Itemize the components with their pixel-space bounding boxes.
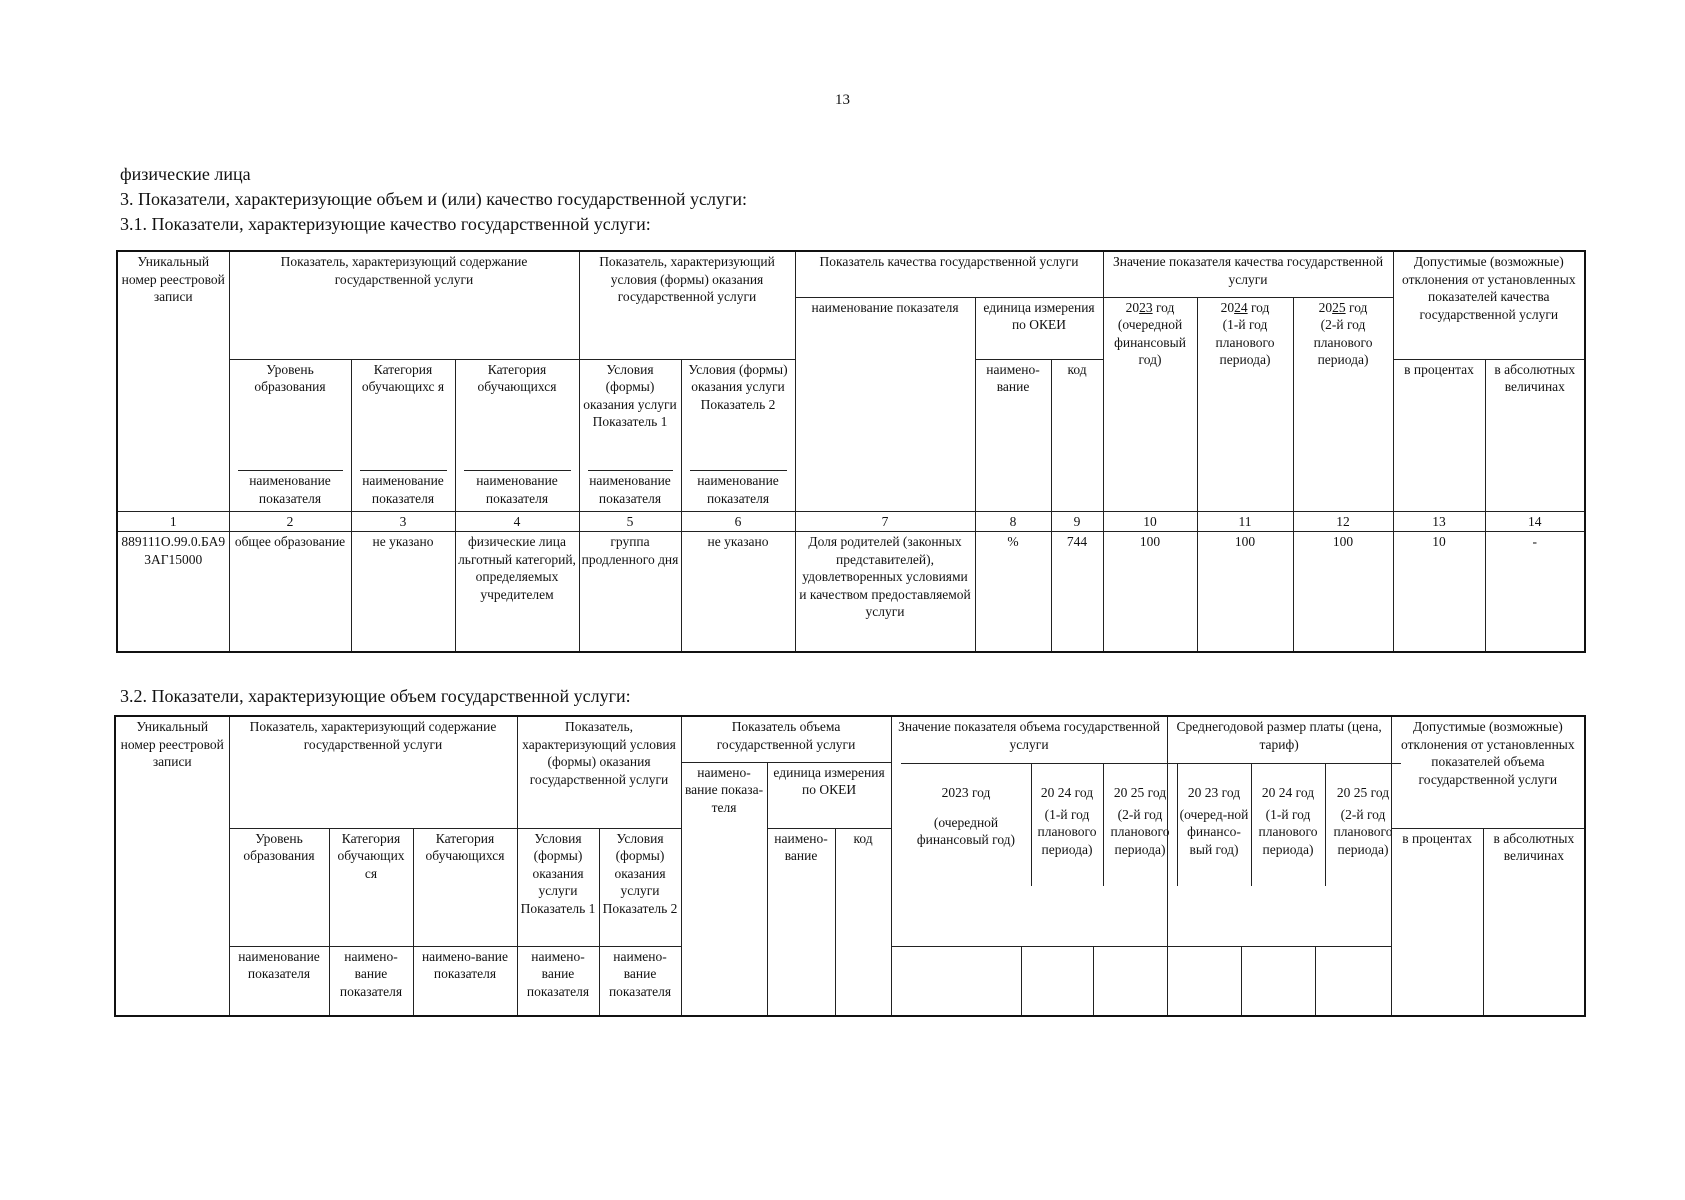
volume-year-2-label: 20 24 год	[1040, 785, 1094, 800]
column-number: 8	[975, 511, 1051, 532]
header-year-1	[1103, 297, 1197, 511]
volume-years-block	[901, 763, 1343, 885]
cell-value-year-1: 100	[1103, 532, 1197, 652]
subheader-indicator-name: наименование показателя	[351, 469, 455, 511]
year-note: (1-й год планового периода)	[1215, 317, 1275, 368]
volume-year-1	[901, 763, 1032, 886]
column-number: 4	[455, 511, 579, 532]
year-note: (очередной финансовый год)	[1114, 317, 1186, 368]
header-unit-name: наимено-вание	[767, 828, 835, 1016]
header-content-indicator: Показатель, характеризующий содержание государственной услуги	[229, 251, 579, 359]
year-number: 24	[1234, 299, 1248, 315]
header-deviation-absolute: в абсолютных величинах	[1483, 828, 1585, 1016]
header-volume-indicator: Показатель объема государственной услуги	[681, 716, 891, 762]
section-3-heading: 3. Показатели, характеризующие объем и (или) качество государственной услуги:	[120, 189, 747, 209]
header-conditions-indicator: Показатель, характеризующий условия (формы) оказания государственной услуги	[579, 251, 795, 359]
fee-title: Среднегодовой размер платы (цена, тариф)	[1176, 719, 1382, 752]
column-number: 11	[1197, 511, 1293, 532]
cell-registry-number: 889111О.99.0.БА93АГ15000	[117, 532, 229, 652]
section-3-2-heading: 3.2. Показатели, характеризующие объем государственной услуги:	[120, 686, 631, 706]
volume-year-3-note: (2-й год планового периода)	[1110, 806, 1170, 857]
header-deviation-percent: в процентах	[1393, 359, 1485, 511]
subheader-indicator-name: наимено-вание показателя	[517, 946, 599, 1016]
empty-cell	[891, 946, 1021, 1016]
column-number-row	[117, 511, 1585, 532]
cell-value-year-3: 100	[1293, 532, 1393, 652]
year-prefix: 20	[1318, 299, 1333, 315]
section-3-1-heading: 3.1. Показатели, характеризующие качество государственной услуги:	[120, 214, 651, 234]
header-conditions-indicator: Показатель, характеризующий условия (формы) оказания государственной услуги	[517, 716, 681, 828]
cell-condition-2: не указано	[681, 532, 795, 652]
quality-table	[116, 250, 1586, 653]
year-number: 25	[1332, 299, 1346, 315]
subheader-indicator-name: наименование показателя	[681, 469, 795, 511]
column-number: 12	[1293, 511, 1393, 532]
header-unit-okei: единица измерения по ОКЕИ	[975, 297, 1103, 359]
header-indicator-name: наимено-вание показа-теля	[681, 762, 767, 1016]
fee-year-3-label: 20 25 год	[1336, 785, 1390, 800]
cell-deviation-absolute: -	[1485, 532, 1585, 652]
header-content-indicator: Показатель, характеризующий содержание государственной услуги	[229, 716, 517, 828]
column-number: 13	[1393, 511, 1485, 532]
header-indicator-name: наименование показателя	[795, 297, 975, 511]
cell-deviation-percent: 10	[1393, 532, 1485, 652]
header-deviation: Допустимые (возможные) отклонения от установленных показателей объема государственной услуги	[1391, 716, 1585, 828]
recipient-category: физические лица	[120, 164, 251, 184]
column-number: 5	[579, 511, 681, 532]
fee-year-3	[1325, 763, 1401, 886]
header-unit-code: код	[1051, 359, 1103, 511]
year-note: (2-й год планового периода)	[1313, 317, 1373, 368]
fee-year-3-note: (2-й год планового периода)	[1333, 806, 1393, 857]
subheader-indicator-name: наименование показателя	[229, 469, 351, 511]
fee-year-2-note: (1-й год планового периода)	[1258, 806, 1318, 857]
fee-year-1-note: (очеред-ной финансо-вый год)	[1179, 806, 1249, 857]
empty-cell	[1241, 946, 1315, 1016]
header-education-level: Уровень образования	[229, 359, 351, 469]
volume-year-2-note: (1-й год планового периода)	[1037, 806, 1097, 857]
column-number: 6	[681, 511, 795, 532]
year-suffix: год	[1155, 299, 1175, 315]
table-row	[117, 532, 1585, 652]
column-number: 2	[229, 511, 351, 532]
header-condition-1: Условия (формы) оказания услуги Показатель 1	[517, 828, 599, 946]
volume-year-3-label: 20 25 год	[1113, 785, 1167, 800]
header-year-2	[1197, 297, 1293, 511]
year-suffix: год	[1250, 299, 1270, 315]
cell-value-year-2: 100	[1197, 532, 1293, 652]
empty-cell	[1093, 946, 1167, 1016]
header-student-category-2: Категория обучающихся	[413, 828, 517, 946]
header-deviation-absolute: в абсолютных величинах	[1485, 359, 1585, 511]
fee-year-2-label: 20 24 год	[1261, 785, 1315, 800]
volume-year-1-note: (очередной финансовый год)	[916, 814, 1016, 848]
cell-quality-indicator: Доля родителей (законных представителей), удовлетворенных условиями и качеством предоставляемой услуги	[795, 532, 975, 652]
subheader-indicator-name: наимено-вание показателя	[599, 946, 681, 1016]
cell-student-category-1: не указано	[351, 532, 455, 652]
volume-year-1-label: 2023 год	[941, 785, 991, 800]
empty-cell	[1315, 946, 1391, 1016]
year-prefix: 20	[1220, 299, 1235, 315]
cell-unit-name: %	[975, 532, 1051, 652]
header-unit-okei: единица измерения по ОКЕИ	[767, 762, 891, 828]
header-year-3	[1293, 297, 1393, 511]
subheader-indicator-name: наимено-вание показателя	[329, 946, 413, 1016]
header-unit-name: наимено-вание	[975, 359, 1051, 511]
header-condition-1: Условия (формы) оказания услуги Показатель 1	[579, 359, 681, 469]
page-number: 13	[835, 92, 850, 108]
column-number: 9	[1051, 511, 1103, 532]
header-student-category-1: Категория обучающихс я	[351, 359, 455, 469]
fee-year-2	[1251, 763, 1326, 886]
header-unique-number: Уникальный номер реестровой записи	[115, 716, 229, 1016]
header-student-category-1: Категория обучающих ся	[329, 828, 413, 946]
header-unit-code: код	[835, 828, 891, 1016]
subheader-indicator-name: наименование показателя	[455, 469, 579, 511]
volume-year-3	[1103, 763, 1178, 886]
header-condition-2: Условия (формы) оказания услуги Показатель 2	[599, 828, 681, 946]
year-prefix: 20	[1125, 299, 1140, 315]
cell-condition-1: группа продленного дня	[579, 532, 681, 652]
header-education-level: Уровень образования	[229, 828, 329, 946]
column-number: 14	[1485, 511, 1585, 532]
cell-student-category-2: физические лица льготный категорий, определяемых учредителем	[455, 532, 579, 652]
fee-year-1	[1177, 763, 1252, 886]
volume-value-title: Значение показателя объема государственной услуги	[898, 719, 1160, 752]
empty-cell	[1167, 946, 1241, 1016]
subheader-indicator-name: наимено-вание показателя	[413, 946, 517, 1016]
column-number: 7	[795, 511, 975, 532]
column-number: 10	[1103, 511, 1197, 532]
subheader-indicator-name: наименование показателя	[579, 469, 681, 511]
cell-unit-code: 744	[1051, 532, 1103, 652]
header-quality-indicator: Показатель качества государственной услуги	[795, 251, 1103, 297]
subheader-indicator-name: наименование показателя	[229, 946, 329, 1016]
header-deviation: Допустимые (возможные) отклонения от установленных показателей качества государственной услуги	[1393, 251, 1585, 359]
volume-year-2	[1031, 763, 1104, 886]
empty-cell	[1021, 946, 1093, 1016]
header-condition-2: Условия (формы) оказания услуги Показатель 2	[681, 359, 795, 469]
cell-education-level: общее образование	[229, 532, 351, 652]
fee-year-1-label: 20 23 год	[1187, 785, 1241, 800]
header-student-category-2: Категория обучающихся	[455, 359, 579, 469]
year-number: 23	[1139, 299, 1153, 315]
header-unique-number: Уникальный номер реестровой записи	[117, 251, 229, 511]
column-number: 1	[117, 511, 229, 532]
column-number: 3	[351, 511, 455, 532]
header-deviation-percent: в процентах	[1391, 828, 1483, 1016]
year-suffix: год	[1349, 299, 1368, 315]
header-quality-value: Значение показателя качества государственной услуги	[1103, 251, 1393, 297]
